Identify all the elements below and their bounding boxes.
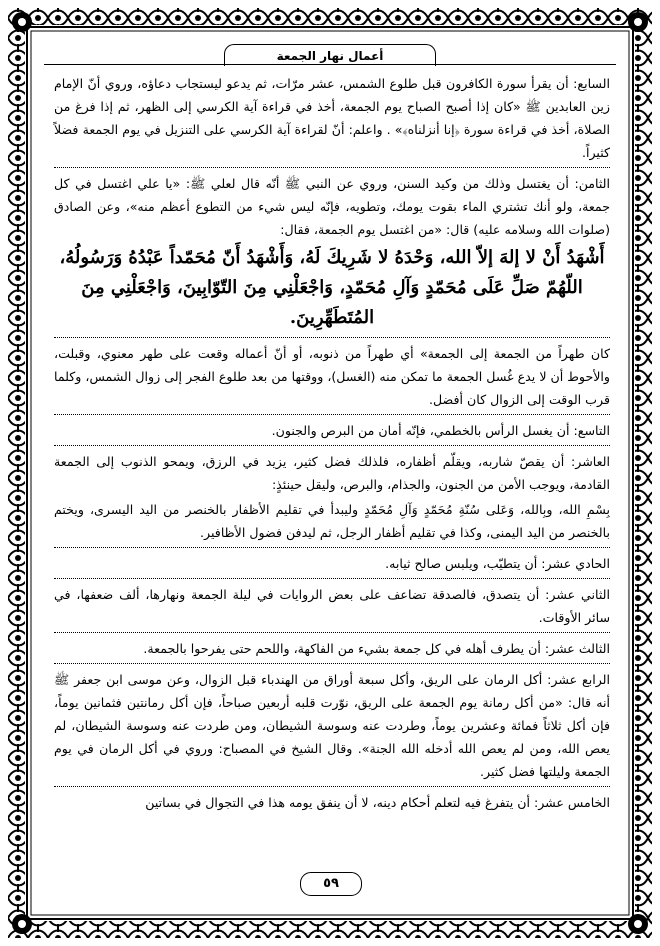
paragraph-fifteenth: الخامس عشر: أن يتفرغ فيه لتعلم أحكام دينه، لا أن ينفق يومه هذا في التجوال في بساتين <box>145 795 610 810</box>
page-header-tab <box>224 44 436 66</box>
paragraph-ninth: التاسع: أن يغسل الرأس بالخطمي، فإنّه أمان من البرص والجنون. <box>271 423 610 438</box>
paragraph-eleventh: الحادي عشر: أن يتطيّب، ويلبس صالح ثيابه. <box>385 556 610 571</box>
divider <box>54 167 610 168</box>
divider <box>54 578 610 579</box>
paragraph-tenth: العاشر: أن يقصّ شاربه، ويقلّم أظفاره، فلذلك فضل كثير، يزيد في الرزق، ويمحو الذنوب إلى الجمعة القادمة، ويوجب الأمن من الجنون، والجذام، والبرص، وليقل حينئذٍ: <box>54 454 610 492</box>
divider <box>54 663 610 664</box>
paragraph-fourteenth: الرابع عشر: أكل الرمان على الريق، وأكل سبعة أوراق من الهندباء قبل الزوال، وعن موسى ابن جعفر ﷺ أنه قال: «من أكل رمانة يوم الجمعة على الريق، نوّرت قلبه أربعين صباحاً، فإن أكل رمانتين فثمانين يوماً، فإن أكل ثلاثاً فمائة وعشرين يوماً، وطردت عنه وسوسة الشيطان، ومن طردت عنه وسوسة الشيطان، لم يعص الله، ومن لم يعص الله أدخله الله الجنة». وقال الشيخ في المصباح: وروي في أكل الرمان في يوم الجمعة وليلتها فضل كثير. <box>54 672 610 779</box>
divider <box>54 547 610 548</box>
divider <box>54 337 610 338</box>
paragraph-eighth: الثامن: أن يغتسل وذلك من وكيد السنن، وروي عن النبي ﷺ أنّه قال لعلي ﷺ: «يا علي اغتسل في كل جمعة، ولو أنك تشتري الماء بقوت يومك، وتطويه، فإنّه ليس شيء من التطوع أعظم منه»، وعن الصادق (صلوات الله وسلامه عليه) قال: «من اغتسل يوم الجمعة، فقال: <box>54 176 610 237</box>
divider <box>54 786 610 787</box>
paragraph-thirteenth: الثالث عشر: أن يطرف أهله في كل جمعة بشيء من الفاكهة، واللحم حتى يفرحوا بالجمعة. <box>143 641 610 656</box>
divider <box>54 445 610 446</box>
paragraph-tenth-supplication: بِسْمِ الله، وبِالله، وَعَلى سُنّةِ مُحَمّدٍ وَآلِ مُحَمّدٍ وليبدأ في تقليم الأظفار بالخنصر من اليد اليسرى، ويختم بالخنصر من اليد اليمنى، وكذا في تقليم أظفار الرجل، ثم ليدفن فضول الأظافير. <box>54 502 610 540</box>
divider <box>54 632 610 633</box>
paragraph-eighth-continued: كان طهراً من الجمعة إلى الجمعة» أي طهراً من ذنوبه، أو أنّ أعماله وقعت على طهر معنوي، وقبلت، والأحوط أن لا يدع غُسل الجمعة ما تمكن منه (الغسل)، ووقتها من بعد طلوع الفجر إلى زوال الشمس، وكلما قرب الوقت إلى الزوال كان أفضل. <box>54 346 610 407</box>
page-number: ٥٩ <box>300 872 362 896</box>
supplication-text: أَشْهَدُ أَنْ لا إلهَ إلاّ الله، وَحْدَهُ لا شَرِيكَ لَهُ، وَأَشْهَدُ أَنّ مُحَمّداً عَبْدُهُ وَرَسُولُهُ، اللّهُمّ صَلِّ عَلَى مُحَمّدٍ وَآلِ مُحَمّدٍ، وَاجْعَلْنِي مِنَ التّوّابِينَ، وَاجْعَلْنِي مِنَ المُتَطَهِّرِينَ. <box>59 247 605 328</box>
header-divider <box>44 64 616 65</box>
paragraph-seventh: السابع: أن يقرأ سورة الكافرون قبل طلوع الشمس، عشر مرّات، ثم يدعو ليستجاب دعاؤه، وروي أنّ الإمام زين العابدين ﷺ «كان إذا أصبح الصباح يوم الجمعة، أخذ في قراءة آية الكرسي إلى الظهر، ثم إذا فرغ من الصلاة، أخذ في قراءة سورة ﴿إنا أنزلناه﴾» . واعلم: أنّ لقراءة آية الكرسي على التنزيل في يوم الجمعة فضلاً كثيراً. <box>54 76 610 160</box>
page-header-title: أعمال نهار الجمعة <box>276 49 384 63</box>
paragraph-twelfth: الثاني عشر: أن يتصدق، فالصدقة تضاعف على بعض الروايات في ليلة الجمعة ونهارها، ألف ضعفها، في سائر الأوقات. <box>54 587 610 625</box>
page-body <box>54 72 610 872</box>
divider <box>54 414 610 415</box>
